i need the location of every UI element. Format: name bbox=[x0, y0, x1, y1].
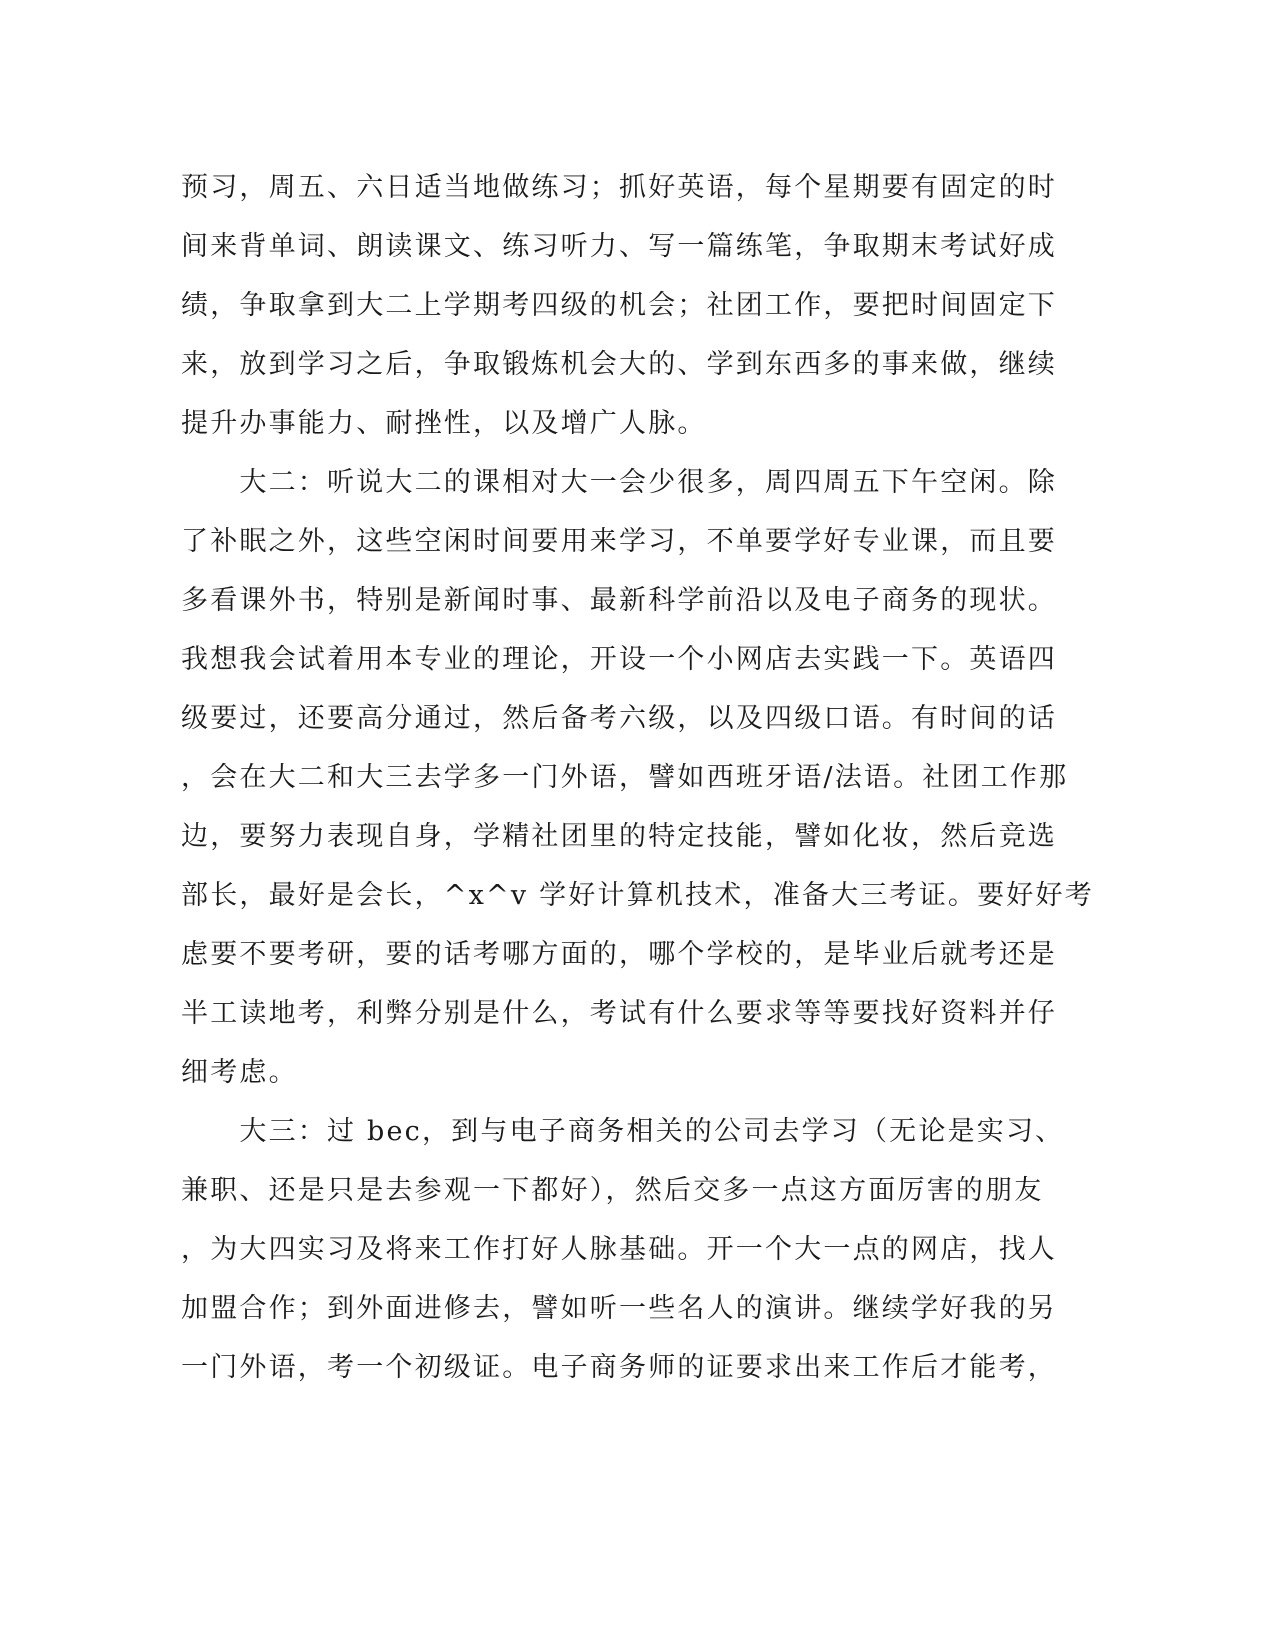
document-body bbox=[181, 158, 1094, 1397]
text-line: 边，要努力表现自身，学精社团里的特定技能，譬如化妆，然后竞选 bbox=[181, 821, 1057, 852]
text-line: 级要过，还要高分通过，然后备考六级，以及四级口语。有时间的话 bbox=[181, 703, 1057, 734]
text-line: 细考虑。 bbox=[181, 1057, 298, 1088]
text-line: 间来背单词、朗读课文、练习听力、写一篇练笔，争取期末考试好成 bbox=[181, 231, 1057, 262]
paragraph-start-line: 大三：过 bec，到与电子商务相关的公司去学习（无论是实习、 bbox=[181, 1116, 1065, 1147]
text-line: 一门外语，考一个初级证。电子商务师的证要求出来工作后才能考， bbox=[181, 1352, 1057, 1383]
text-line: 我想我会试着用本专业的理论，开设一个小网店去实践一下。英语四 bbox=[181, 644, 1057, 675]
text-line: 半工读地考，利弊分别是什么，考试有什么要求等等要找好资料并仔 bbox=[181, 998, 1057, 1029]
paragraph-start-line: 大二：听说大二的课相对大一会少很多，周四周五下午空闲。除 bbox=[181, 467, 1057, 498]
text-line: 加盟合作；到外面进修去，譬如听一些名人的演讲。继续学好我的另 bbox=[181, 1293, 1057, 1324]
text-line: 提升办事能力、耐挫性，以及增广人脉。 bbox=[181, 408, 707, 439]
text-line: 多看课外书，特别是新闻时事、最新科学前沿以及电子商务的现状。 bbox=[181, 585, 1057, 616]
text-line: 绩，争取拿到大二上学期考四级的机会；社团工作，要把时间固定下 bbox=[181, 290, 1057, 321]
text-line: 预习，周五、六日适当地做练习；抓好英语，每个星期要有固定的时 bbox=[181, 172, 1057, 203]
text-line: 来，放到学习之后，争取锻炼机会大的、学到东西多的事来做，继续 bbox=[181, 349, 1057, 380]
text-line: 了补眠之外，这些空闲时间要用来学习，不单要学好专业课，而且要 bbox=[181, 526, 1057, 557]
text-line: 兼职、还是只是去参观一下都好），然后交多一点这方面厉害的朋友 bbox=[181, 1175, 1044, 1206]
text-line: 虑要不要考研，要的话考哪方面的，哪个学校的，是毕业后就考还是 bbox=[181, 939, 1057, 970]
text-line: ，为大四实习及将来工作打好人脉基础。开一个大一点的网店，找人 bbox=[181, 1234, 1057, 1265]
text-line: 部长，最好是会长，^x^v 学好计算机技术，准备大三考证。要好好考 bbox=[181, 880, 1094, 911]
text-line: ，会在大二和大三去学多一门外语，譬如西班牙语/法语。社团工作那 bbox=[181, 762, 1069, 793]
